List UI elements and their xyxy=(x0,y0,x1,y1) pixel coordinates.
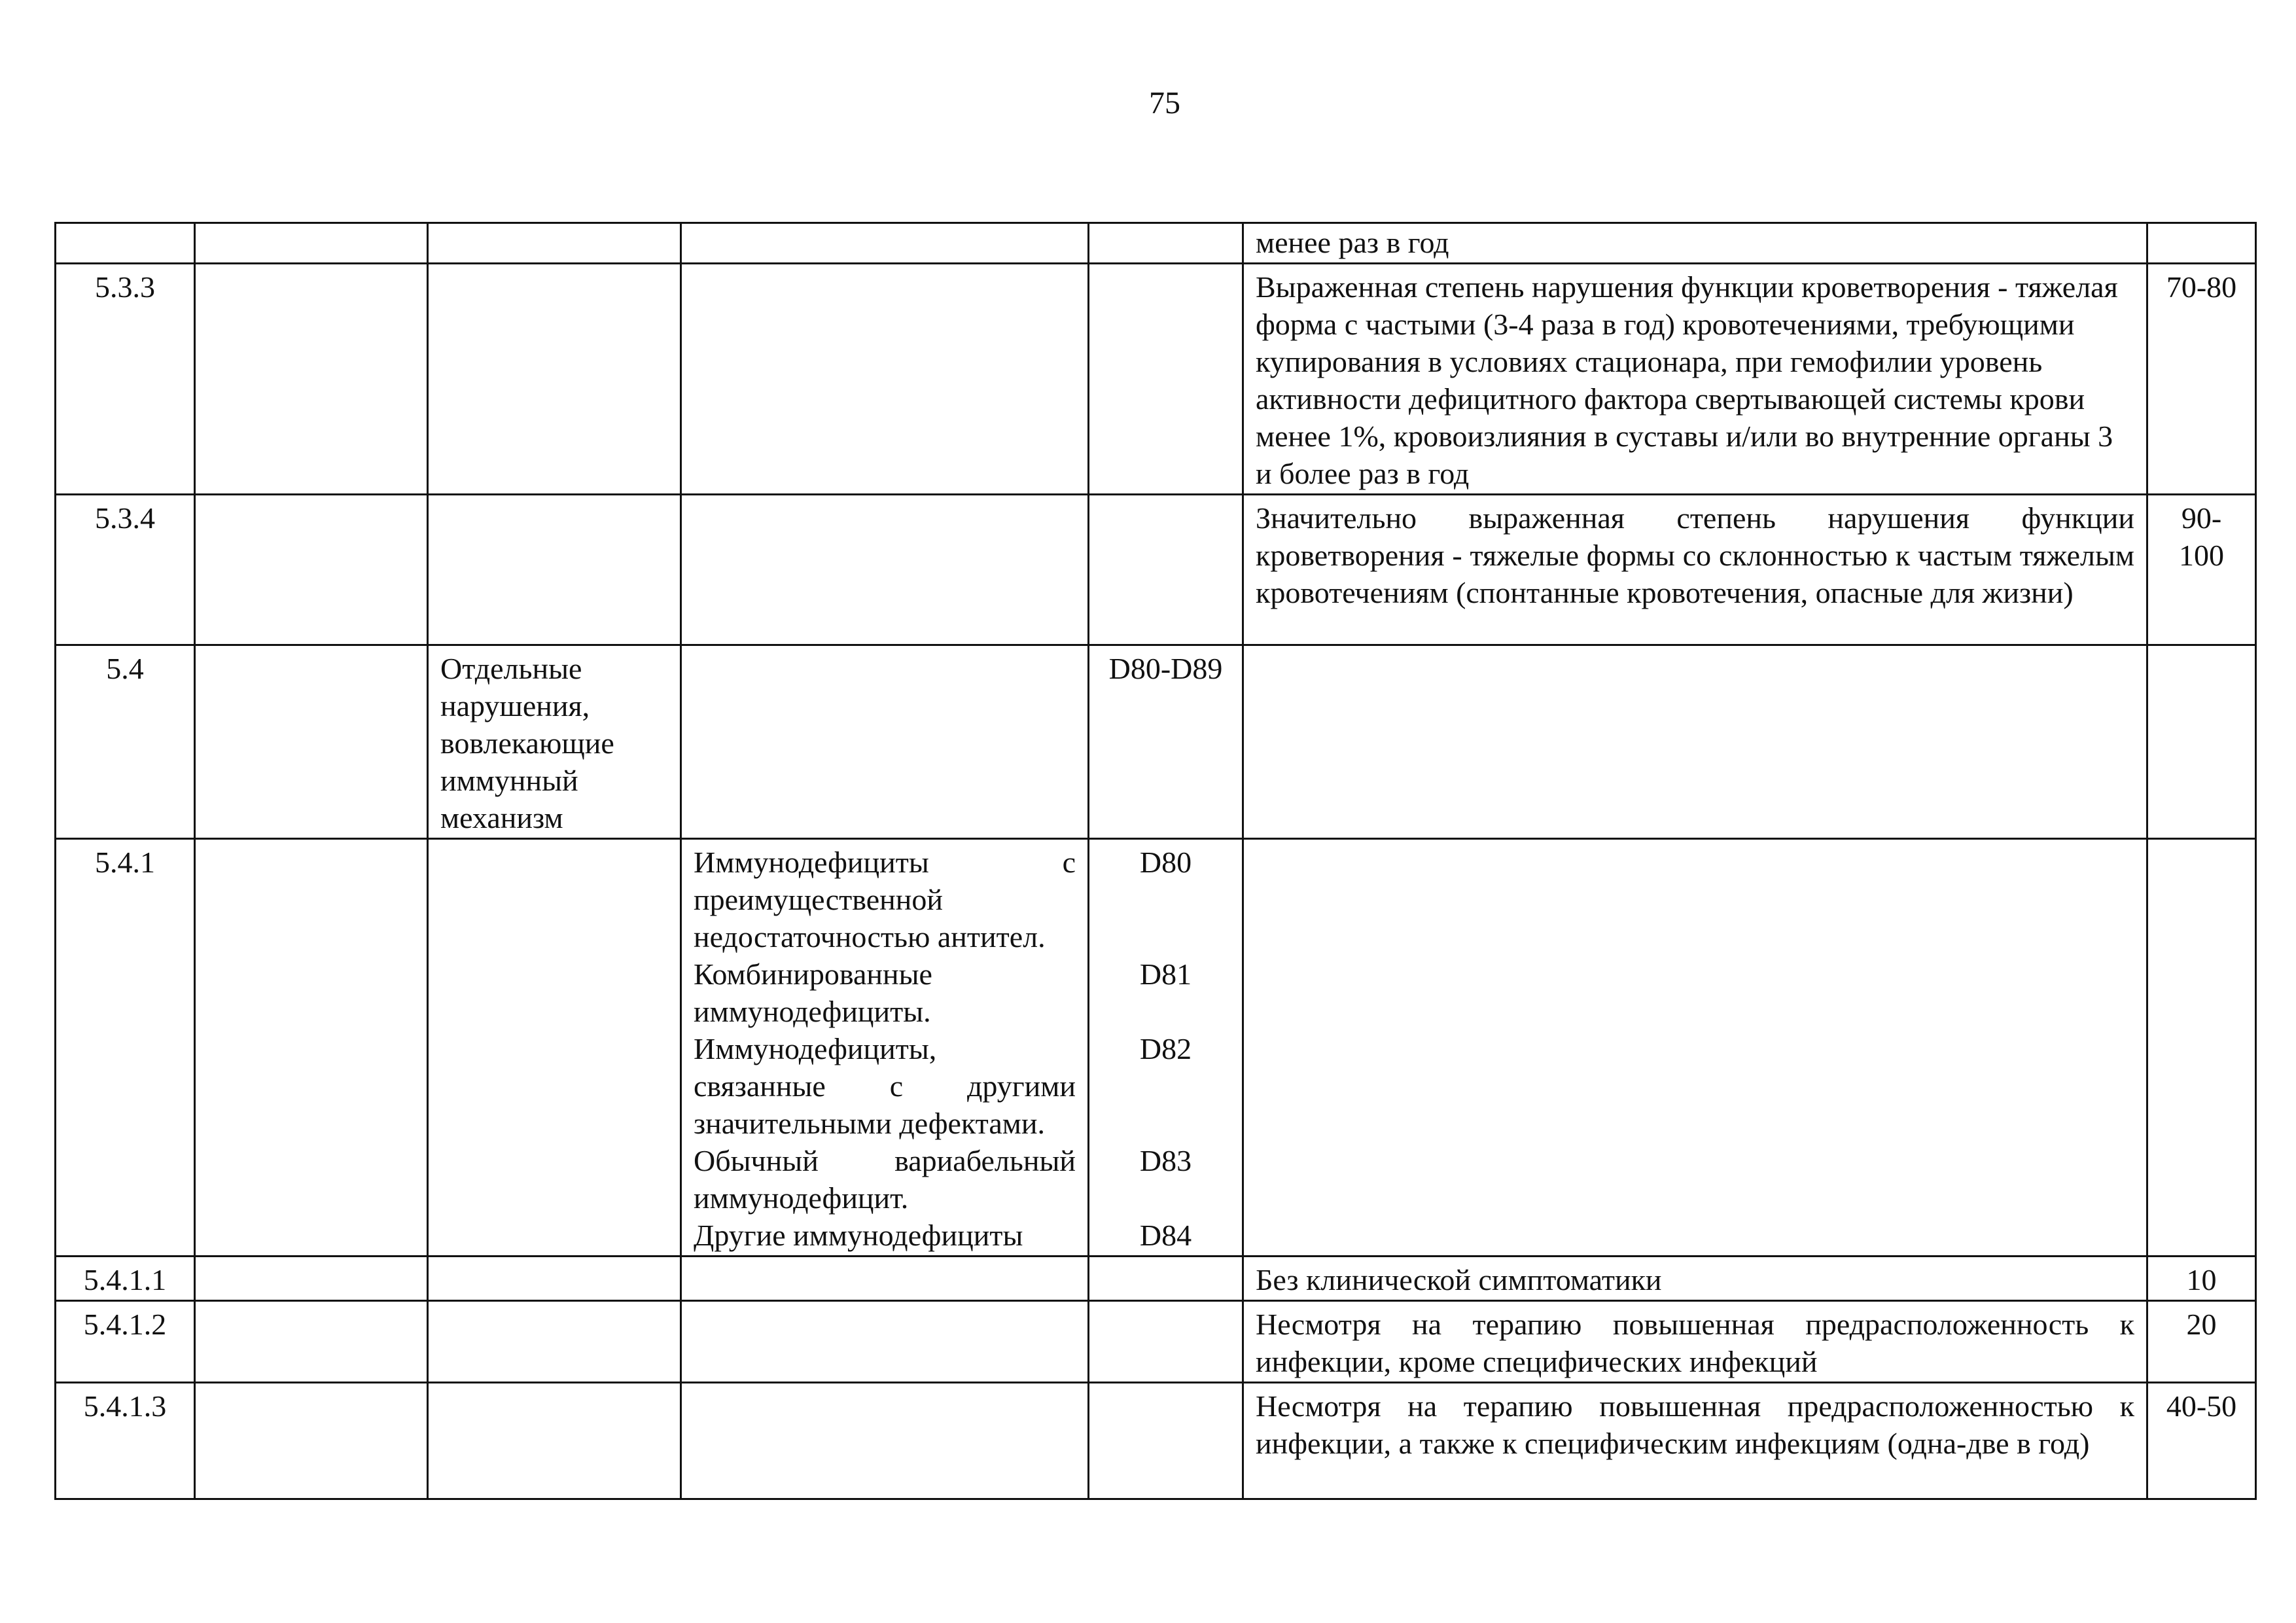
row-number: 5.4.1.1 xyxy=(56,1257,195,1301)
row-description: Выраженная степень нарушения функции кроветворения - тяжелая форма с частыми (3-4 раза в год) кровотечениями, требующими купирования в условиях стационара, при гемофилии уровень активности дефицитного фактора свертывающей системы крови менее 1%, кровоизлияния в суставы и/или во внутренние органы 3 и более раз в год xyxy=(1243,264,2147,495)
row-description: Без клинической симптоматики xyxy=(1243,1257,2147,1301)
row-number: 5.4.1.2 xyxy=(56,1301,195,1383)
disability-criteria-table xyxy=(54,222,2257,1500)
row-category-name: Отдельные нарушения, вовлекающие иммунный механизм xyxy=(428,645,681,839)
row-col4 xyxy=(681,223,1089,264)
row-col3 xyxy=(428,495,681,645)
row-col3 xyxy=(428,223,681,264)
table-row xyxy=(56,839,2256,1257)
table-row xyxy=(56,264,2256,495)
row-score xyxy=(2147,223,2256,264)
row-col2 xyxy=(195,1257,428,1301)
disease-entry: Другие иммунодефициты xyxy=(694,1219,1023,1252)
row-description: Несмотря на терапию повышенная предрасположенностью к инфекции, а также к специфическим инфекциям (одна-две в год) xyxy=(1243,1383,2147,1499)
row-icd-codes xyxy=(1089,839,1243,1257)
row-description xyxy=(1243,839,2147,1257)
row-score xyxy=(2147,645,2256,839)
icd-code: D80 xyxy=(1139,846,1192,879)
row-number xyxy=(56,223,195,264)
icd-code: D82 xyxy=(1139,1032,1192,1065)
row-icd-code xyxy=(1089,264,1243,495)
table-row xyxy=(56,1257,2256,1301)
table-row xyxy=(56,645,2256,839)
row-col4 xyxy=(681,645,1089,839)
row-col4 xyxy=(681,1257,1089,1301)
disease-entry: Иммунодефициты с преимущественной недостаточностью антител. xyxy=(694,846,1076,954)
row-col4 xyxy=(681,1383,1089,1499)
row-col4 xyxy=(681,495,1089,645)
row-col2 xyxy=(195,495,428,645)
row-description: Значительно выраженная степень нарушения функции кроветворения - тяжелые формы со склонностью к частым тяжелым кровотечениям (спонтанные кровотечения, опасные для жизни) xyxy=(1243,495,2147,645)
row-col2 xyxy=(195,1383,428,1499)
row-col4 xyxy=(681,1301,1089,1383)
row-icd-code xyxy=(1089,1257,1243,1301)
row-col2 xyxy=(195,264,428,495)
row-icd-code xyxy=(1089,223,1243,264)
row-number: 5.4.1 xyxy=(56,839,195,1257)
row-score: 20 xyxy=(2147,1301,2256,1383)
row-col3 xyxy=(428,839,681,1257)
row-col3 xyxy=(428,1301,681,1383)
row-icd-code: D80-D89 xyxy=(1089,645,1243,839)
row-number: 5.4 xyxy=(56,645,195,839)
icd-code: D81 xyxy=(1139,957,1192,991)
row-col4 xyxy=(681,264,1089,495)
row-number: 5.4.1.3 xyxy=(56,1383,195,1499)
disease-entry: Обычный вариабельный иммунодефицит. xyxy=(694,1144,1076,1215)
table-row xyxy=(56,223,2256,264)
icd-code: D84 xyxy=(1139,1219,1192,1252)
row-description xyxy=(1243,645,2147,839)
row-disease-list xyxy=(681,839,1089,1257)
table-row xyxy=(56,495,2256,645)
row-score: 70-80 xyxy=(2147,264,2256,495)
table-row xyxy=(56,1301,2256,1383)
row-col2 xyxy=(195,223,428,264)
row-number: 5.3.4 xyxy=(56,495,195,645)
code-spacer xyxy=(1101,993,1230,1030)
disease-entry: Комбинированные иммунодефициты. xyxy=(694,957,932,1028)
row-col3 xyxy=(428,1383,681,1499)
row-col3 xyxy=(428,1257,681,1301)
table-row xyxy=(56,1383,2256,1499)
row-score: 90-100 xyxy=(2147,495,2256,645)
code-spacer xyxy=(1101,881,1230,955)
icd-code: D83 xyxy=(1139,1144,1192,1177)
code-spacer xyxy=(1101,1067,1230,1142)
row-description: менее раз в год xyxy=(1243,223,2147,264)
row-score xyxy=(2147,839,2256,1257)
row-score: 40-50 xyxy=(2147,1383,2256,1499)
row-icd-code xyxy=(1089,495,1243,645)
row-col2 xyxy=(195,839,428,1257)
row-number: 5.3.3 xyxy=(56,264,195,495)
row-col2 xyxy=(195,1301,428,1383)
row-icd-code xyxy=(1089,1383,1243,1499)
page-number: 75 xyxy=(1149,86,1180,120)
row-score: 10 xyxy=(2147,1257,2256,1301)
disease-entry: Иммунодефициты, связанные с другими значительными дефектами. xyxy=(694,1032,1076,1140)
row-description: Несмотря на терапию повышенная предрасположенность к инфекции, кроме специфических инфекций xyxy=(1243,1301,2147,1383)
row-icd-code xyxy=(1089,1301,1243,1383)
code-spacer xyxy=(1101,1179,1230,1217)
row-col2 xyxy=(195,645,428,839)
row-col3 xyxy=(428,264,681,495)
